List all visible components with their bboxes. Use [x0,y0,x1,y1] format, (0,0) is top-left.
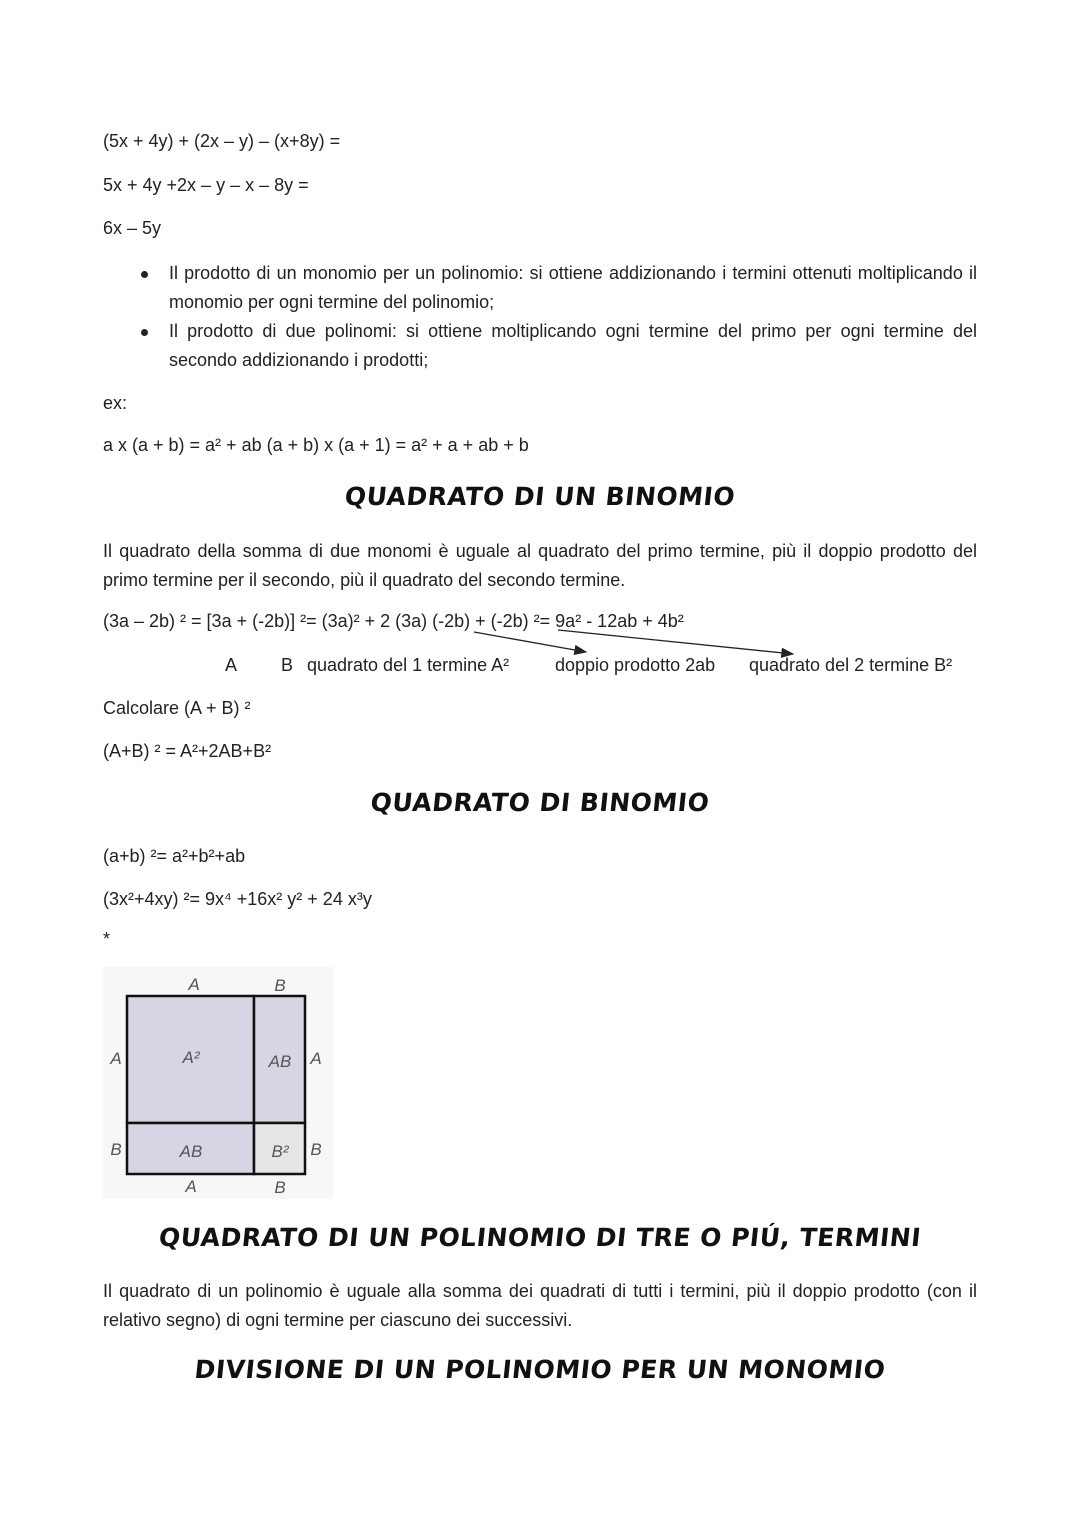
example-formula: a x (a + b) = a² + ab (a + b) x (a + 1) = a² + a + ab + b [103,435,529,455]
calc-instruction: Calcolare (A + B) ² [103,698,251,718]
arrow-to-second-square [558,630,793,654]
polynomial-square-definition: Il quadrato di un polinomio è uguale alla somma dei quadrati di tutti i termini, più il doppio prodotto (con il relativo segno) di ogni termine per ciascuno dei successivi. [103,1281,977,1330]
expression-line-1: (5x + 4y) + (2x – y) – (x+8y) = [103,131,341,151]
diagram-label-ab-bottom: AB [179,1142,203,1161]
arrow-to-double-product [474,632,586,652]
diagram-left-b: B [110,1140,122,1159]
diagram-top-a: A [188,975,200,994]
binomial-square-diagram [103,967,333,1199]
binomial-formula-2: (3x²+4xy) ²= 9x⁴ +16x² y² + 24 x³y [103,889,372,909]
legend-second-square: quadrato del 2 termine B² [749,655,953,675]
diagram-bottom-b: B [274,1178,286,1197]
diagram-label-ab-right: AB [268,1052,292,1071]
expression-line-3: 6x – 5y [103,218,162,238]
footnote-star: * [103,929,111,949]
diagram-label-a2: A² [182,1048,200,1067]
diagram-label-b2: B² [271,1142,289,1161]
diagram-right-a: A [310,1049,322,1068]
heading-divisione-polinomio: DIVISIONE DI UN POLINOMIO PER UN MONOMIO [193,1355,887,1384]
calc-result: (A+B) ² = A²+2AB+B² [103,741,272,761]
bullet-item-product-monomial: Il prodotto di un monomio per un polinomio: si ottiene addizionando i termini ottenuti moltiplicando il monomio per ogni termine del polinomio; [103,259,977,317]
legend-double-product: doppio prodotto 2ab [555,655,716,675]
binomial-formula-1: (a+b) ²= a²+b²+ab [103,846,246,866]
legend-first-square: quadrato del 1 termine A² [307,655,510,675]
diagram-top-b: B [274,976,286,995]
example-label: ex: [103,393,128,413]
heading-quadrato-polinomio: QUADRATO DI UN POLINOMIO DI TRE O PIÚ, TERMINI [157,1223,923,1252]
diagram-bottom-a: A [185,1177,197,1196]
label-term-a: A [225,655,238,675]
heading-quadrato-di-binomio: QUADRATO DI BINOMIO [369,788,711,817]
bullet-item-product-polynomials: Il prodotto di due polinomi: si ottiene moltiplicando ogni termine del primo per ogni termine del secondo addizionando i prodotti; [103,317,977,375]
label-term-b: B [281,655,294,675]
binomial-example-formula: (3a – 2b) ² = [3a + (-2b)] ²= (3a)² + 2 (3a) (-2b) + (-2b) ²= 9a² - 12ab + 4b² [103,611,684,631]
diagram-right-b: B [310,1140,322,1159]
expression-line-2: 5x + 4y +2x – y – x – 8y = [103,175,309,195]
diagram-left-a: A [110,1049,122,1068]
annotation-arrows [0,0,1080,700]
heading-quadrato-di-un-binomio: QUADRATO DI UN BINOMIO [343,482,737,511]
binomial-square-definition: Il quadrato della somma di due monomi è uguale al quadrato del primo termine, più il doppio prodotto del primo termine per il secondo, più il quadrato del secondo termine. [103,541,977,590]
